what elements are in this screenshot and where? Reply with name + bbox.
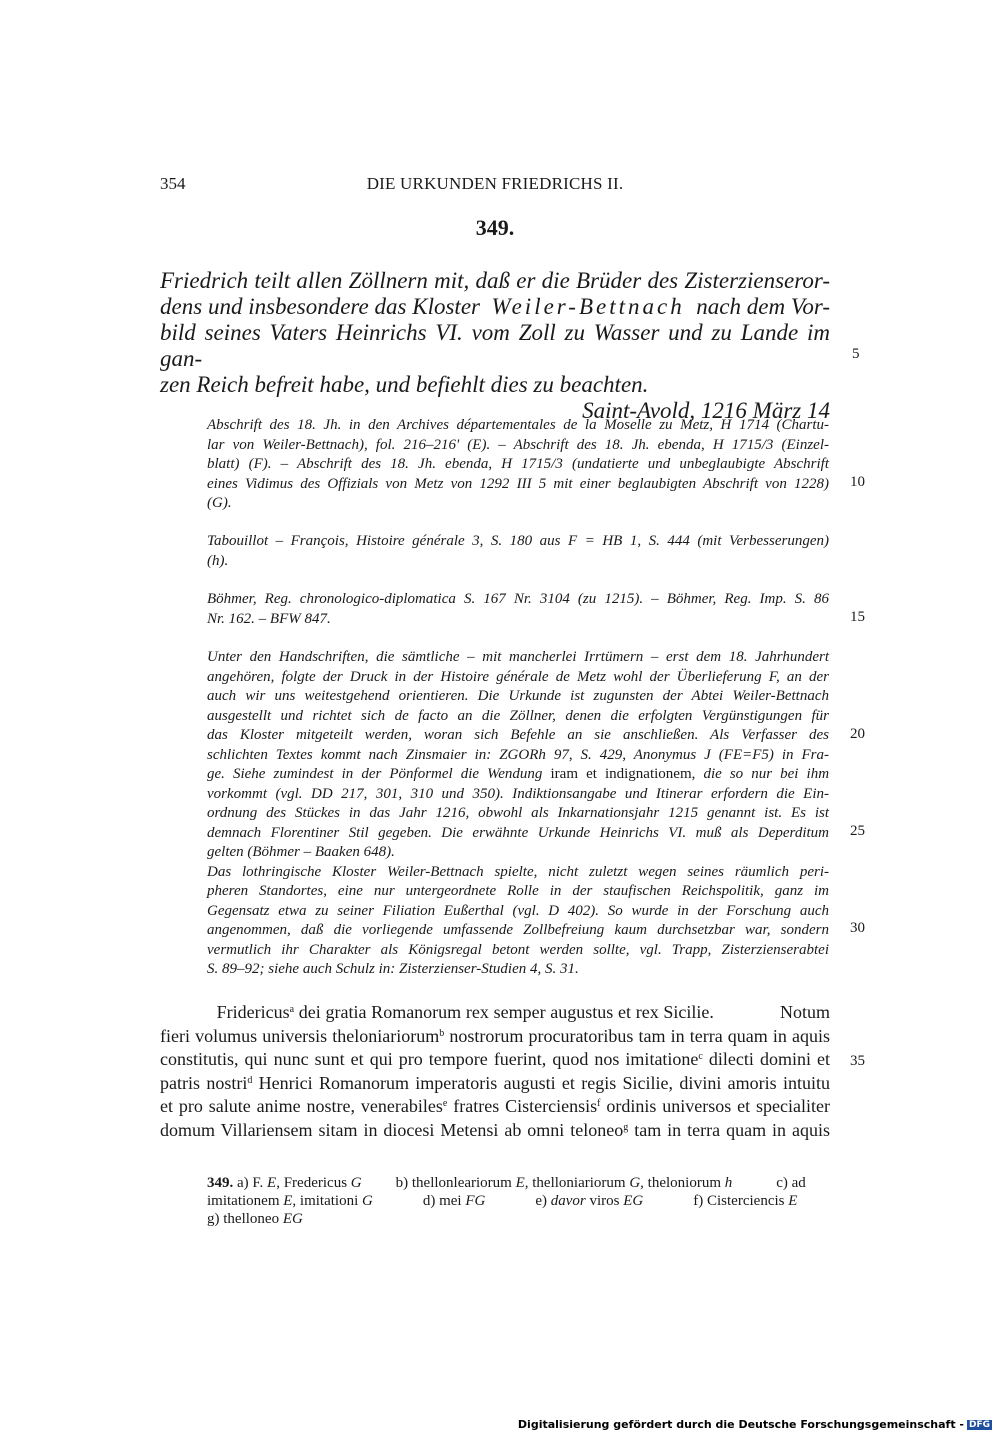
footnote-mark: b	[439, 1027, 445, 1039]
regesta-line: Nr. 162. – BFW 847.	[207, 610, 331, 627]
note-line	[207, 1192, 829, 1210]
note-line	[207, 1174, 829, 1192]
commentary-line: schlichten Textes kommt nach Zinsmaier in: ZGORh 97, S. 429, Anonymus J (FE=F5) in Fra-	[207, 746, 829, 763]
note-text: e)	[535, 1193, 551, 1209]
dfg-footer	[518, 1418, 992, 1431]
commentary-line: auch wir uns weitestgehend orientieren. Die Urkunde ist zugunsten der Abtei Weiler-Bettnach	[207, 688, 829, 704]
siglum: E	[515, 1175, 525, 1191]
regest-line: zen Reich befreit habe, und befiehlt dies zu beachten.	[160, 372, 649, 397]
note-text: , Fredericus	[276, 1175, 351, 1191]
tradition-block	[207, 416, 829, 514]
tradition-line: blatt) (F). – Abschrift des 18. Jh. ebenda, H 1715/3 (undatierte und unbeglaubigte Abschrift	[207, 456, 829, 472]
monastery-name: Weiler-Bettnach	[491, 294, 685, 319]
commentary-line: das Kloster mitgeteilt werden, woran sich Befehle an sie anschließen. Als Verfasser des	[207, 727, 829, 743]
regest-line: bild seines Vaters Heinrichs VI. vom Zoll zu Wasser und zu Lande im gan-	[160, 320, 830, 371]
line-number: 20	[850, 726, 865, 742]
regest-line	[160, 294, 830, 320]
text-fragment: dei gratia Romanorum rex semper augustus et rex Sicilie.	[294, 1002, 714, 1022]
note-text: , imitationi	[292, 1193, 363, 1209]
document-number: 349.	[475, 215, 515, 240]
siglum: h	[724, 1175, 733, 1191]
latin-quote: iram et indignationem,	[550, 766, 696, 782]
commentary-line: Gegensatz etwa zu seiner Filiation Eußerthal (vgl. D 402). So wurde in der Forschung auch	[207, 902, 829, 919]
note-text: theloniorum	[643, 1175, 725, 1191]
editions-block	[207, 532, 829, 571]
edition-line: Tabouillot – François, Histoire générale 3, S. 180 aus F = HB 1, S. 444 (mit Verbesserungen)	[207, 533, 829, 549]
line-number: 10	[850, 474, 865, 490]
note-text: , thelloniariorum	[524, 1175, 630, 1191]
tradition-line: Abschrift des 18. Jh. in den Archives départementales de la Moselle zu Metz, H 1714 (Chartu-	[207, 417, 829, 433]
line-number: 5	[852, 346, 860, 362]
line-number: 25	[850, 823, 865, 839]
siglum: E	[788, 1193, 798, 1209]
footnote-mark: f	[597, 1098, 601, 1109]
tradition-line: lar von Weiler-Bettnach), fol. 216–216' (E). – Abschrift des 18. Jh. ebenda, H 1715/3 (Einzel-	[207, 436, 829, 453]
commentary-line: pheren Standortes, eine nur untergeordnete Rolle in der staufischen Reichspolitik, ganz im	[207, 883, 829, 899]
tradition-line: (G).	[207, 495, 232, 511]
note-text: c) ad	[776, 1175, 806, 1191]
text-line	[160, 1048, 830, 1072]
text-fragment: patris nostri	[160, 1072, 248, 1093]
commentary-line: ordnung des Stückes in das Jahr 1216, obwohl als Inkarnationsjahr 1215 genannt ist. Es ist	[207, 805, 829, 821]
commentary-line: S. 89–92; siehe auch Schulz in: Zisterzienser-Studien 4, S. 31.	[207, 961, 579, 977]
siglum: G	[362, 1193, 373, 1209]
commentary-line: angehören, folgte der Druck in der Histoire générale de Metz wohl der Überlieferung F, an der	[207, 668, 829, 685]
text-fragment: domum Villariensem sitam in diocesi Metensi ab omni teloneo	[160, 1119, 624, 1140]
dfg-logo: DFG	[968, 1420, 990, 1430]
page-number: 354	[160, 174, 186, 193]
note-line	[207, 1210, 829, 1228]
footnote-mark: a	[289, 1004, 295, 1015]
note-text: g) thelloneo	[207, 1211, 283, 1227]
commentary-text: die so nur bei ihm	[703, 766, 830, 782]
siglum: E	[267, 1175, 277, 1191]
text-fragment: Fridericus	[216, 1002, 290, 1022]
edition-line: (h).	[207, 552, 229, 569]
text-line	[160, 1025, 830, 1049]
footnote-mark: c	[698, 1051, 703, 1062]
text-line	[160, 1001, 830, 1025]
dateline: Saint-Avold, 1216 März 14	[582, 398, 830, 423]
text-fragment: fieri volumus universis theloniariorum	[160, 1025, 440, 1046]
text-line	[160, 1072, 830, 1096]
note-italic: davor	[550, 1193, 586, 1209]
footnote-mark: d	[247, 1074, 253, 1086]
line-number: 35	[850, 1053, 865, 1069]
charter-text	[160, 1001, 830, 1142]
commentary-line: Das lothringische Kloster Weiler-Bettnach spielte, nicht zuletzt wegen seines räumlich peri-	[207, 863, 829, 880]
text-line	[160, 1119, 830, 1143]
tradition-line: eines Vidimus des Offizials von Metz von 1292 III 5 mit einer beglaubigten Abschrift von 1228)	[207, 475, 829, 492]
text-fragment: dilecti domini et	[702, 1049, 830, 1069]
running-title: DIE URKUNDEN FRIEDRICHS II.	[366, 174, 624, 193]
commentary-line	[207, 765, 829, 785]
text-fragment: nostrorum procuratoribus tam in terra quam in aquis	[444, 1025, 830, 1046]
siglum: EG	[282, 1211, 303, 1227]
apparatus-notes	[207, 1174, 829, 1228]
commentary-line: angenommen, daß die vorliegende umfassende Zollbefreiung kaum durchsetzbar war, sondern	[207, 922, 829, 938]
regest-line: Friedrich teilt allen Zöllnern mit, daß er die Brüder des Zisterzienseror-	[160, 268, 830, 293]
note-text: d) mei	[422, 1193, 466, 1209]
line-number: 30	[850, 920, 865, 936]
footnote-mark: g	[623, 1121, 629, 1133]
text-fragment: et pro salute anime nostre, venerabiles	[160, 1096, 443, 1116]
siglum: E	[283, 1193, 293, 1209]
text-fragment: ordinis universos et specialiter	[600, 1096, 831, 1116]
commentary-line: vermutlich ihr Charakter als Königsregal betont werden sollte, vgl. Trapp, Zisterzienserabtei	[207, 941, 829, 958]
regesta-block	[207, 590, 829, 629]
commentary-line: Unter den Handschriften, die sämtliche – mit mancherlei Irrtümern – erst dem 18. Jahrhundert	[207, 649, 829, 665]
note-text: viros	[585, 1193, 624, 1209]
text-fragment: Henrici Romanorum imperatoris augusti et regis Sicilie, divini amoris intuitu	[252, 1072, 831, 1093]
siglum: FG	[465, 1193, 486, 1209]
line-number: 15	[850, 609, 865, 625]
commentary-line: ausgestellt und richtet sich de facto an die Zöllner, denen die erfolgten Vergünstigungen für	[207, 707, 829, 724]
text-fragment: Notum	[779, 1002, 830, 1022]
text-line	[160, 1095, 830, 1119]
note-text: a) F.	[233, 1175, 268, 1191]
note-text: b) thellonleariorum	[395, 1175, 516, 1191]
text-fragment: constitutis, qui nunc sunt et qui pro tempore fuerint, quod nos imitatione	[160, 1049, 699, 1069]
siglum: EG	[623, 1193, 644, 1209]
regest-text: dens und insbesondere das Kloster	[160, 294, 480, 319]
commentary-text: ge. Siehe zumindest in der Pönformel die Wendung	[207, 766, 543, 782]
regest	[160, 268, 830, 424]
text-fragment: tam in terra quam in aquis	[628, 1119, 830, 1140]
footnote-mark: e	[442, 1098, 448, 1109]
regesta-line: Böhmer, Reg. chronologico-diplomatica S. 167 Nr. 3104 (zu 1215). – Böhmer, Reg. Imp. S. 86	[207, 591, 829, 607]
note-text: imitationem	[207, 1193, 284, 1209]
note-number: 349.	[207, 1175, 234, 1191]
regest-text: nach dem Vor-	[696, 294, 831, 319]
commentary-line: demnach Florentiner Stil gegeben. Die erwähnte Urkunde Heinrichs VI. muß als Deperditum	[207, 824, 829, 841]
siglum: G	[350, 1175, 362, 1191]
commentary-block	[207, 648, 829, 980]
commentary-line: gelten (Böhmer – Baaken 648).	[207, 844, 395, 860]
text-fragment: fratres Cisterciensis	[447, 1096, 598, 1116]
commentary-line: vorkommt (vgl. DD 217, 301, 310 und 350). Indiktionsangabe und Itinerar erfordern die Ein-	[207, 785, 829, 802]
footer-text: Digitalisierung gefördert durch die Deutsche Forschungsgemeinschaft -	[517, 1418, 964, 1431]
note-text: f) Cisterciencis	[693, 1193, 789, 1209]
siglum: G,	[629, 1175, 644, 1191]
